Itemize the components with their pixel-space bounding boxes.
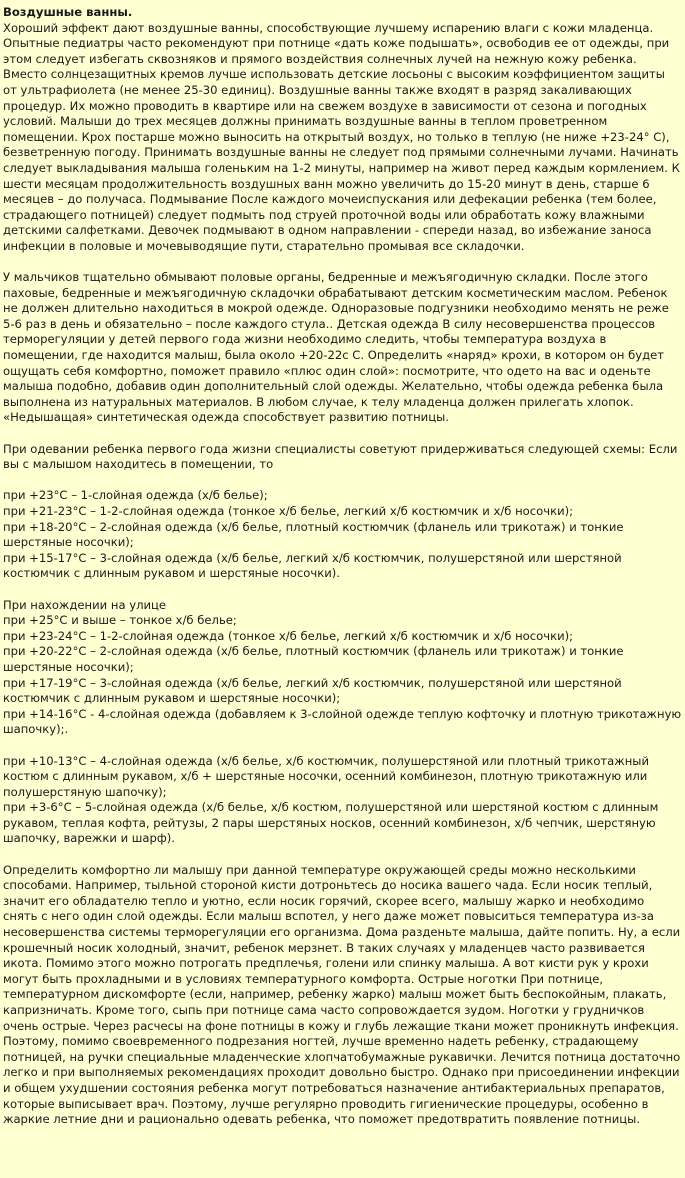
outdoor-rule: при +17-19°С – 3-слойная одежда (х/б белье, легкий х/б костюмчик, полушерстяной или шерстяной костюмчик с длинным рукавом и шерстяные носочки); [3,675,622,706]
indoor-rule: при +18-20°С – 2-слойная одежда (х/б белье, плотный костюмчик (фланель или трикотаж) и тонкие шерстяные носочки); [3,519,624,550]
indoor-rule: при +15-17°С – 3-слойная одежда (х/б белье, легкий х/б костюмчик, полушерстяной или шерстяной костюмчик с длинным рукавом и шерстяные носочки). [3,550,622,581]
article-title: Воздушные ванны. [3,5,133,19]
indoor-rule: при +21-23°С – 1-2-слойная одежда (тонкое х/б белье, легкий х/б костюмчик и х/б носочки); [3,504,574,518]
paragraph-air-baths: Хороший эффект дают воздушные ванны, способствующие лучшему испарению влаги с кожи младенца. Опытные педиатры часто рекомендуют при потнице «дать коже подышать», освободив ее от одежды, при этом следует избегать сквозняков и прямого воздействия солнечных лучей на нежную кожу ребенка. Вместо солнцезащитных кремов лучше использовать детские лосьоны с высоким коэффициентом защиты от ультрафиолета (не менее 25-30 единиц). Воздушные ванны также входят в разряд закаливающих процедур. Их можно проводить в квартире или на свежем воздухе в зависимости от сезона и погодных условий. Малыши до трех месяцев должны принимать воздушные ванны в теплом проветренном помещении. Крох постарше можно выносить на открытый воздух, но только в теплую (не ниже +23-24° С), безветренную погоду. Принимать воздушные ванны не следует под прямыми солнечными лучами. Начинать следует выкладывания малыша голеньким на 1-2 минуты, например на живот перед каждым кормлением. К шести месяцам продолжительность воздушных ванн можно увеличить до 15-20 минут в день, старше 6 месяцев – до получаса. Подмывание После каждого мочеиспускания или дефекации ребенка (тем более, страдающего потницей) следует подмыть под струей проточной воды или обработать кожу влажными детскими салфетками. Девочек подмывают в одном направлении - спереди назад, во избежание заноса инфекции в половые и мочевыводящие пути, старательно промывая все складочки. [3,20,680,253]
outdoor-rule: при +23-24°С – 1-2-слойная одежда (тонкое х/б белье, легкий х/б костюмчик и х/б носочки); [3,628,574,643]
spacer [3,847,682,863]
outdoor-rule: при +14-16°С - 4-слойная одежда (добавляем к 3-слойной одежде теплую кофточку и плотную трикотажную шапочку);. [3,706,682,737]
spacer [3,473,682,489]
paragraph-comfort-check: Определить комфортно ли малышу при данной температуре окружающей среды можно несколькими способами. Например, тыльной стороной кисти дотроньтесь до носика вашего чада. Если носик теплый, значит его обладателю тепло и уютно, если носик горячий, скорее всего, малышу жарко и необходимо снять с него один слой одежды. Если малыш вспотел, у него даже может повыситься температура из-за несовершенства системы терморегуляции его организма. Дома разденьте малыша, дайте попить. Ну, а если крошечный носик холодный, значит, ребенок мерзнет. В таких случаях у младенцев часто развивается икота. Помимо этого можно потрогать предплечья, голени или спинку малыша. А вот кисти рук у крохи могут быть прохладными и в условиях температурного комфорта. Острые ноготки При потнице, температурном дискомфорте (если, например, ребенку жарко) малыш может быть беспокойным, плакать, капризничать. Кроме того, сыпь при потнице сама часто сопровождается зудом. Ноготки у грудничков очень острые. Через расчесы на фоне потницы в кожу и глубь лежащие ткани может проникнуть инфекция. Поэтому, помимо своевременного подрезания ногтей, лучше временно надеть ребенку, страдающему потницей, на ручки специальные младенческие хлопчатобумажные рукавички. Лечится потница достаточно легко и при выполняемых рекомендациях проходит довольно быстро. Однако при присоединении инфекции и общем ухудшении состояния ребенка могут потребоваться назначение антибактериальных препаратов, которые выписывает врач. Поэтому, лучше регулярно проводить гигиенические процедуры, особенно в жаркие летние дни и рационально одевать ребенка, что поможет предотвратить появление потницы. [3,862,681,1127]
spacer [3,255,682,271]
indoor-rule: при +23°С – 1-слойная одежда (х/б белье); [3,488,268,503]
spacer [3,738,682,754]
cold-rule: при +3-6°С – 5-слойная одежда (х/б белье, х/б костюм, полушерстяной или шерстяной костюм с длинным рукавом, теплая кофта, рейтузы, 2 пары шерстяных носков, осенний комбинезон, х/б чепчик, шерстяную шапочку, варежки и шарф). [3,800,659,846]
paragraph-clothing-scheme: При одевании ребенка первого года жизни специалисты советуют придерживаться следующей схемы: Если вы с малышом находитесь в помещении, то [3,441,678,472]
spacer [3,582,682,598]
outdoor-intro: При нахождении на улице [3,597,167,612]
spacer [3,426,682,442]
outdoor-rule: при +25°С и выше – тонкое х/б белье; [3,613,237,628]
outdoor-rule: при +20-22°С – 2-слойная одежда (х/б белье, плотный костюмчик (фланель или трикотаж) и тонкие шерстяные носочки); [3,644,624,674]
paragraph-boys-hygiene: У мальчиков тщательно обмывают половые органы, бедренные и межъягодичную складки. После этого паховые, бедренные и межъягодичную складочки обрабатывают детским косметическим маслом. Ребенок не должен длительно находиться в мокрой одежде. Одноразовые подгузники необходимо менять не реже 5-6 раз в день и обязательно – после каждого стула.. Детская одежда В силу несовершенства процессов терморегуляции у детей первого года жизни необходимо следить, чтобы температура воздуха в помещении, где находится малыш, была около +20-22с С. Определить «наряд» крохи, в котором он будет ощущать себя комфортно, поможет правило «плюс один слой»: посмотрите, что одето на вас и оденьте малыша подобно, добавив один дополнительный слой одежды. Желательно, чтобы одежда ребенка была выполнена из натуральных материалов. В любом случае, к телу младенца должен прилегать хлопок. «Недышащая» синтетическая одежда способствует развитию потницы. [3,270,669,425]
cold-rule: при +10-13°С – 4-слойная одежда (х/б белье, х/б костюмчик, полушерстяной или плотный трикотажный костюм с длинным рукавом, х/б + шерстяные носочки, осенний комбинезон, плотную трикотажную или полушерстяную шапочку); [3,753,649,799]
